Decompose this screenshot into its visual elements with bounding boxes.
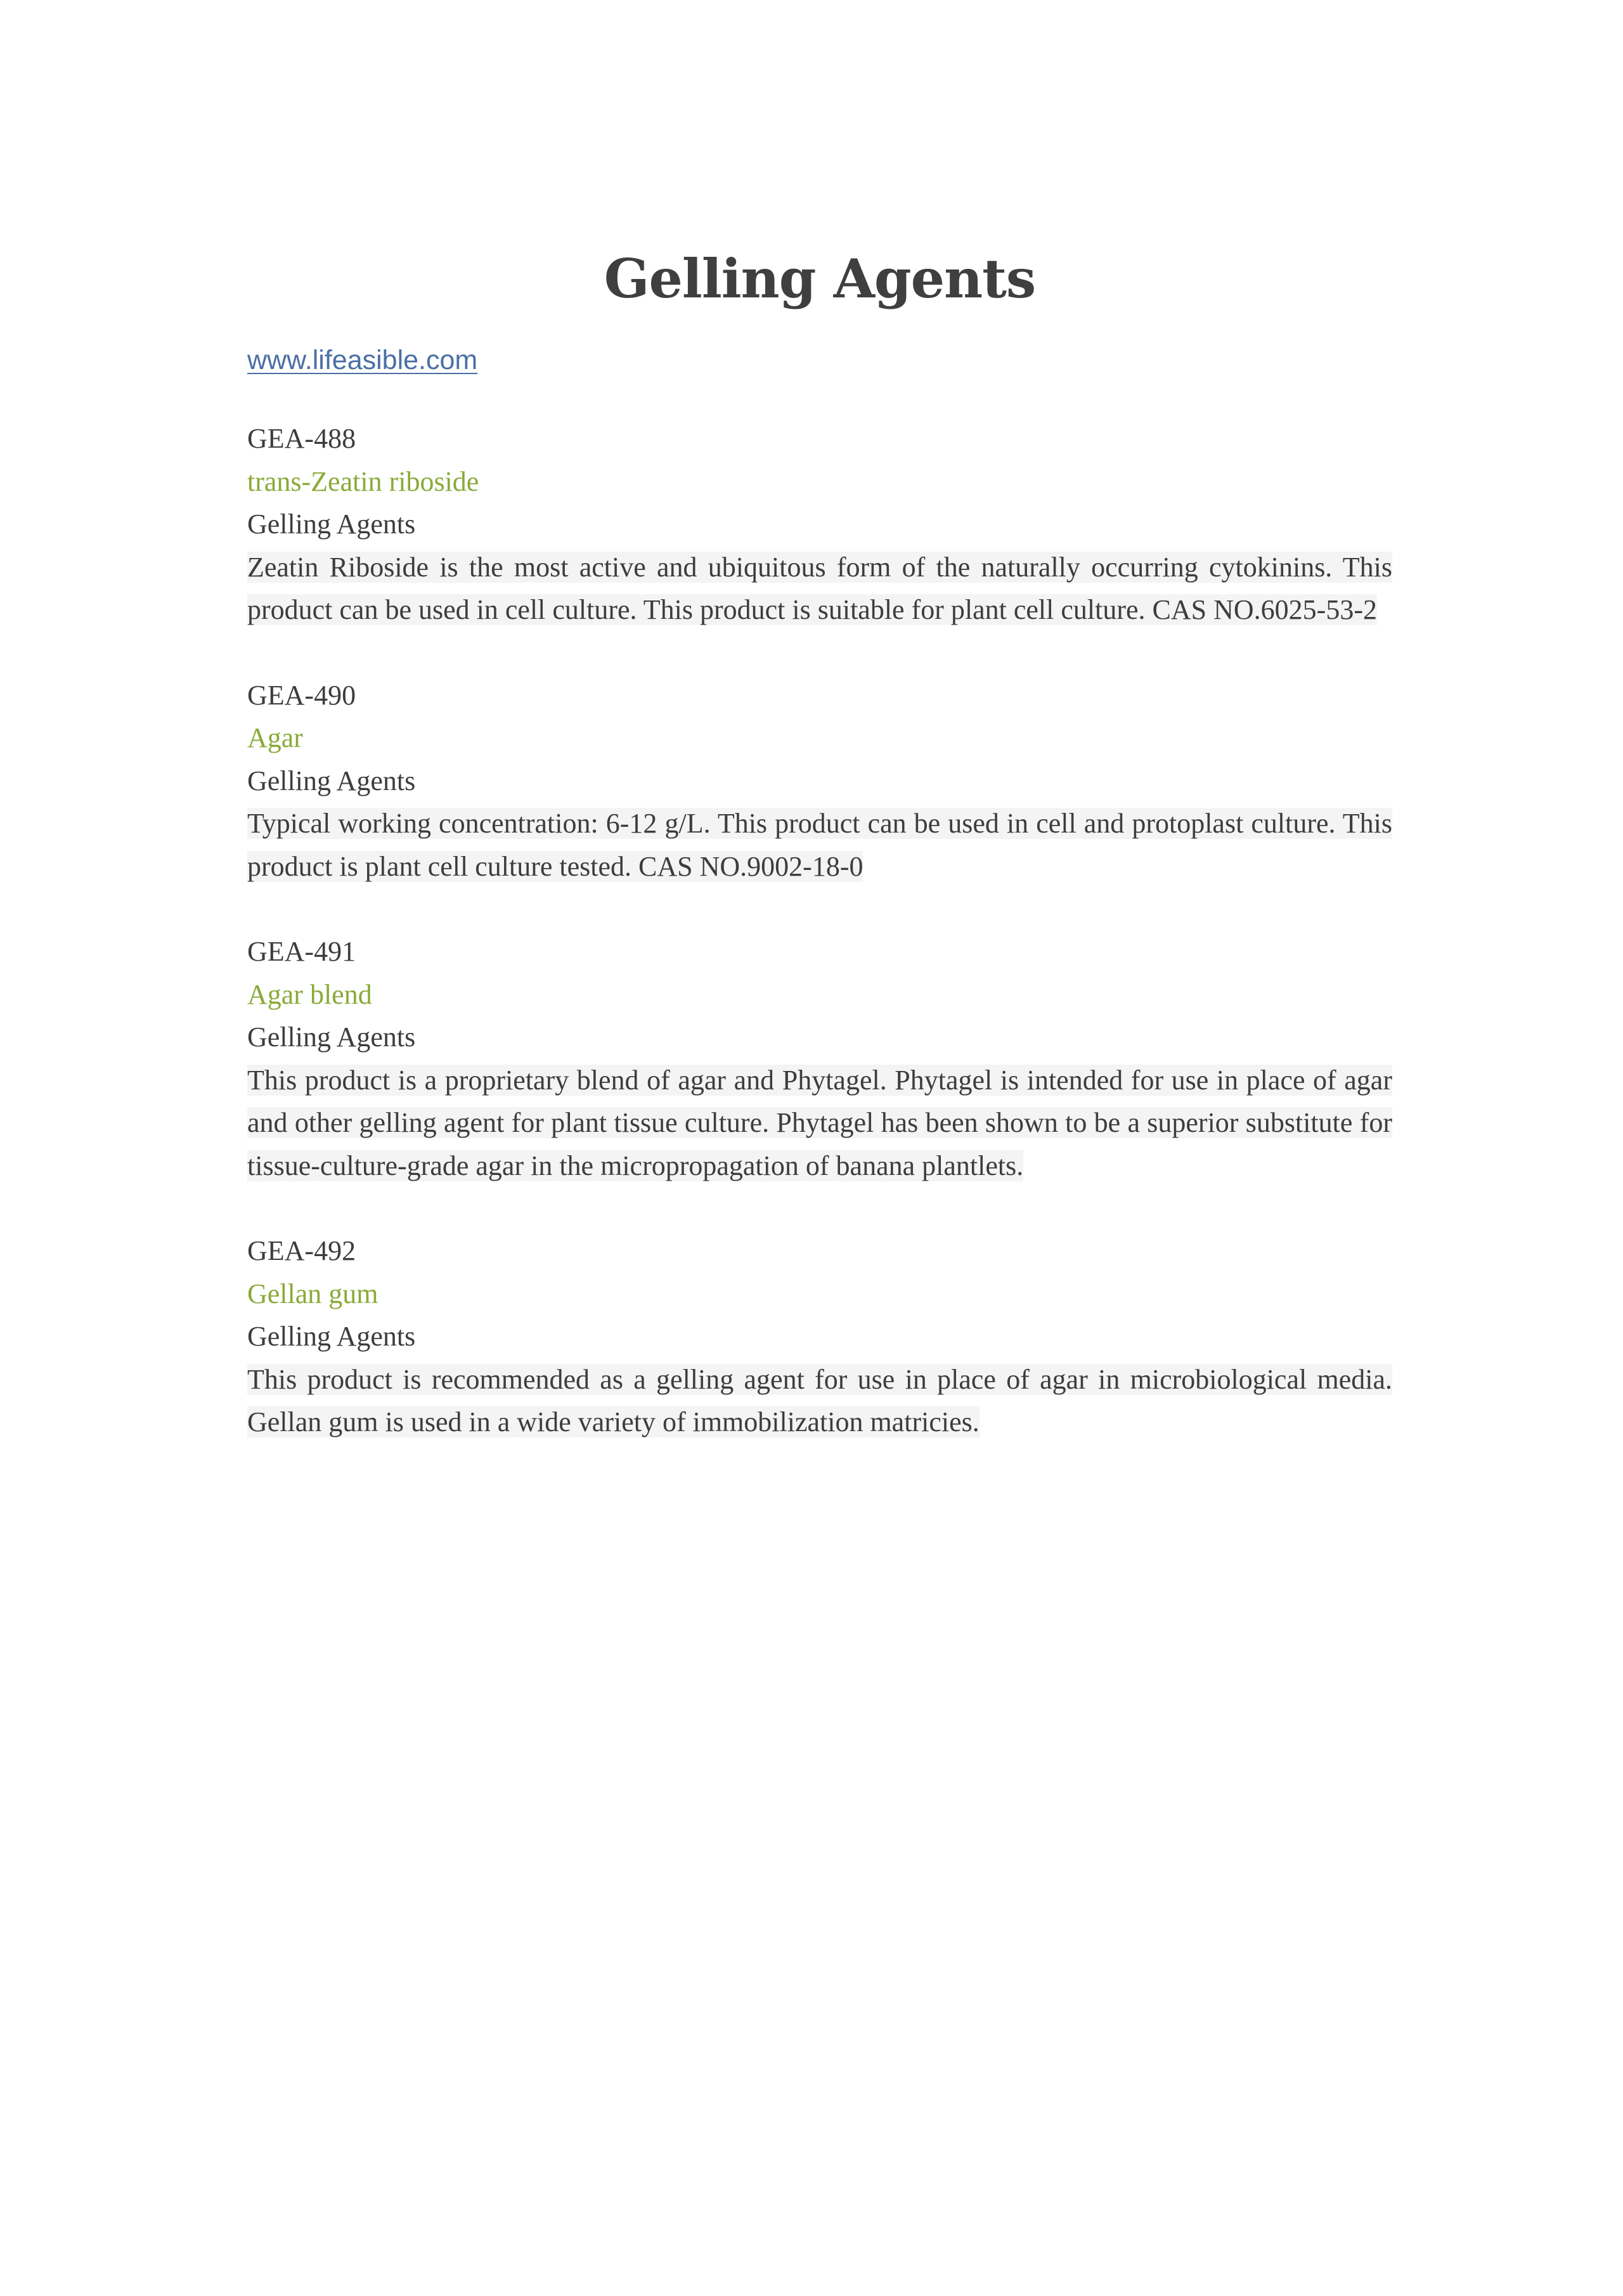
product-description [247, 546, 1392, 632]
product-entry [247, 417, 1392, 632]
product-description-text: Typical working concentration: 6-12 g/L. This product can be used in cell and protoplast culture. This product is plant cell culture tested. CAS NO.9002-18-0 [247, 808, 1392, 882]
product-description [247, 1358, 1392, 1444]
product-entry [247, 930, 1392, 1187]
document-content [247, 241, 1392, 1486]
product-entry [247, 1229, 1392, 1444]
product-description-text: Zeatin Riboside is the most active and ubiquitous form of the naturally occurring cytokinins. This product can be used in cell culture. This product is suitable for plant cell culture. CAS NO.6025-53-2 [247, 551, 1392, 625]
product-category: Gelling Agents [247, 1321, 416, 1352]
product-entry [247, 674, 1392, 888]
product-name: Agar [247, 722, 303, 753]
product-description-text: This product is a proprietary blend of agar and Phytagel. Phytagel is intended for use in place of agar and other gelling agent for plant tissue culture. Phytagel has been shown to be a superior substitute for tissue-culture-grade agar in the micropropagation of banana plantlets. [247, 1064, 1392, 1181]
product-description [247, 1059, 1392, 1188]
product-description [247, 802, 1392, 888]
product-code: GEA-488 [247, 423, 356, 454]
product-category: Gelling Agents [247, 1022, 416, 1053]
product-category: Gelling Agents [247, 509, 416, 540]
product-code: GEA-492 [247, 1235, 356, 1266]
product-list [247, 417, 1392, 1444]
product-description-text: This product is recommended as a gelling agent for use in place of agar in microbiological media. Gellan gum is used in a wide variety of immobilization matricies. [247, 1363, 1392, 1437]
product-category: Gelling Agents [247, 765, 416, 796]
product-code: GEA-491 [247, 936, 356, 967]
page-title: Gelling Agents [604, 247, 1036, 310]
product-name: Gellan gum [247, 1278, 378, 1309]
product-name: Agar blend [247, 978, 372, 1010]
product-code: GEA-490 [247, 679, 356, 711]
product-name: trans-Zeatin riboside [247, 465, 479, 497]
website-link[interactable]: www.lifeasible.com [247, 345, 478, 375]
